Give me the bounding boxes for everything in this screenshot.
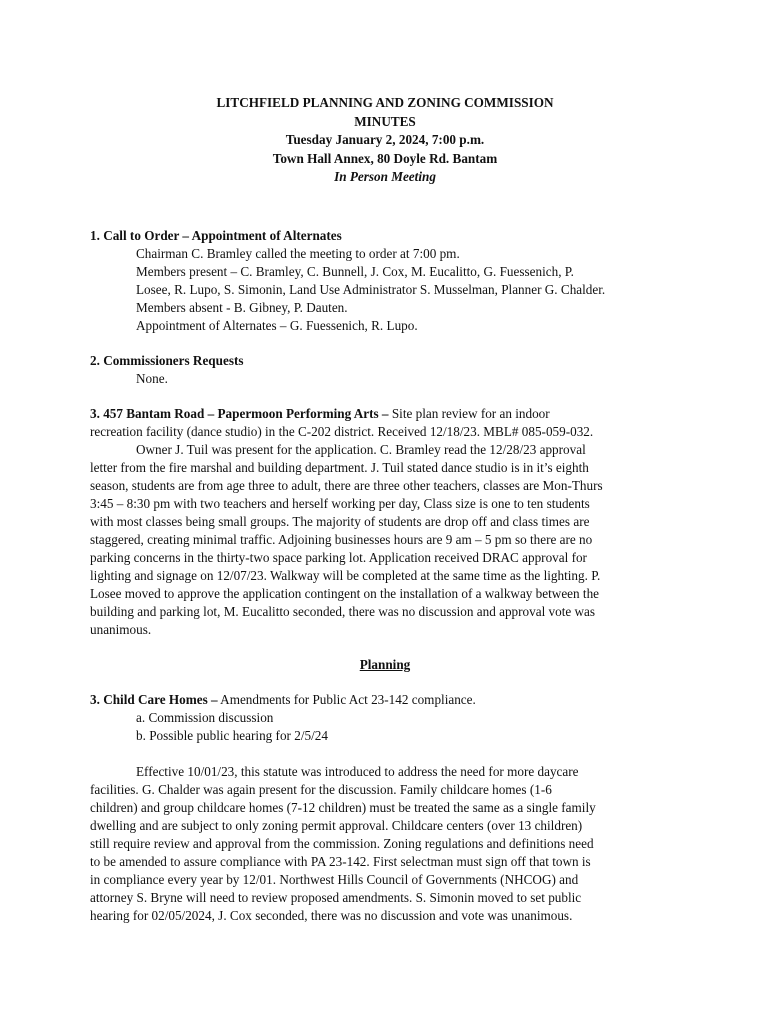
section-heading: 3. 457 Bantam Road – Papermoon Performing Arts – [90,406,389,421]
paragraph-line: Members present – C. Bramley, C. Bunnell, J. Cox, M. Eucalitto, G. Fuessenich, P. [136,264,574,279]
section-bantam-road-application [90,405,690,639]
section-heading: 2. Commissioners Requests [90,353,244,368]
paragraph-line: children) and group childcare homes (7-12 children) must be treated the same as a single family [90,800,596,815]
list-item: a. Commission discussion [136,710,274,725]
paragraph-line: season, students are from age three to adult, there are three other teachers, classes are Mon-Thurs [90,478,603,493]
paragraph-line: Effective 10/01/23, this statute was introduced to address the need for more daycare [136,764,579,779]
meeting-date: Tuesday January 2, 2024, 7:00 p.m. [285,132,485,148]
meeting-type: In Person Meeting [334,169,436,185]
section-heading: 3. Child Care Homes – [90,692,218,707]
paragraph-line: hearing for 02/05/2024, J. Cox seconded, there was no discussion and vote was unanimous. [90,908,573,923]
section-commissioners-requests [90,352,690,388]
paragraph-line: unanimous. [90,622,152,637]
section-heading-line [90,405,690,423]
paragraph-line: building and parking lot, M. Eucalitto seconded, there was no discussion and approval vote was [90,604,596,619]
paragraph-line: None. [136,371,168,386]
paragraph-line: dwelling and are subject to only zoning permit approval. Childcare centers (over 13 children) [90,818,583,833]
paragraph-line: lighting and signage on 12/07/23. Walkway will be completed at the same time as the lighting. P. [90,568,601,583]
paragraph-line: letter from the fire marshal and building department. J. Tuil stated dance studio is in it’s eighth [90,460,589,475]
minutes-title: MINUTES [354,113,416,129]
paragraph-line: staggered, creating minimal traffic. Adjoining businesses hours are 9 am – 5 pm so there are no [90,532,593,547]
paragraph-line: facilities. G. Chalder was again present for the discussion. Family childcare homes (1-6 [90,782,552,797]
paragraph-line: attorney S. Bryne will need to review proposed amendments. S. Simonin moved to set public [90,890,582,905]
paragraph-line: still require review and approval from the commission. Zoning regulations and definitions need [90,836,594,851]
section-heading-line [90,691,690,709]
paragraph-line: Chairman C. Bramley called the meeting to order at 7:00 pm. [136,246,460,261]
section-heading-rest: Amendments for Public Act 23-142 compliance. [217,692,476,707]
paragraph-line: to be amended to assure compliance with PA 23-142. First selectman must sign off that town is [90,854,591,869]
section-heading-rest: Site plan review for an indoor [388,406,550,421]
paragraph-line: 3:45 – 8:30 pm with two teachers and herself working per day, Class size is one to ten students [90,496,590,511]
planning-heading-block [0,656,770,674]
section-call-to-order [90,227,690,335]
paragraph-line: in compliance every year by 12/01. Northwest Hills Council of Governments (NHCOG) and [90,872,579,887]
paragraph-line: Owner J. Tuil was present for the application. C. Bramley read the 12/28/23 approval [136,442,586,457]
section-child-care-homes [90,691,690,745]
document-header [0,94,770,187]
list-item: b. Possible public hearing for 2/5/24 [136,728,328,743]
paragraph-line: parking concerns in the thirty-two space parking lot. Application received DRAC approval for [90,550,587,565]
section-heading: 1. Call to Order – Appointment of Alternates [90,228,342,243]
commission-title: LITCHFIELD PLANNING AND ZONING COMMISSION [216,95,554,110]
paragraph-line: recreation facility (dance studio) in the C-202 district. Received 12/18/23. MBL# 085-059-032. [90,424,594,439]
child-care-discussion-paragraph [90,763,690,925]
meeting-location: Town Hall Annex, 80 Doyle Rd. Bantam [272,150,498,166]
paragraph-line: Appointment of Alternates – G. Fuessenich, R. Lupo. [136,318,418,333]
planning-heading: Planning [359,657,411,672]
paragraph-line: Losee moved to approve the application contingent on the installation of a walkway between the [90,586,600,601]
paragraph-line: Members absent - B. Gibney, P. Dauten. [136,300,348,315]
paragraph-line: Losee, R. Lupo, S. Simonin, Land Use Administrator S. Musselman, Planner G. Chalder. [136,282,606,297]
paragraph-line: with most classes being small groups. The majority of students are drop off and class times are [90,514,590,529]
